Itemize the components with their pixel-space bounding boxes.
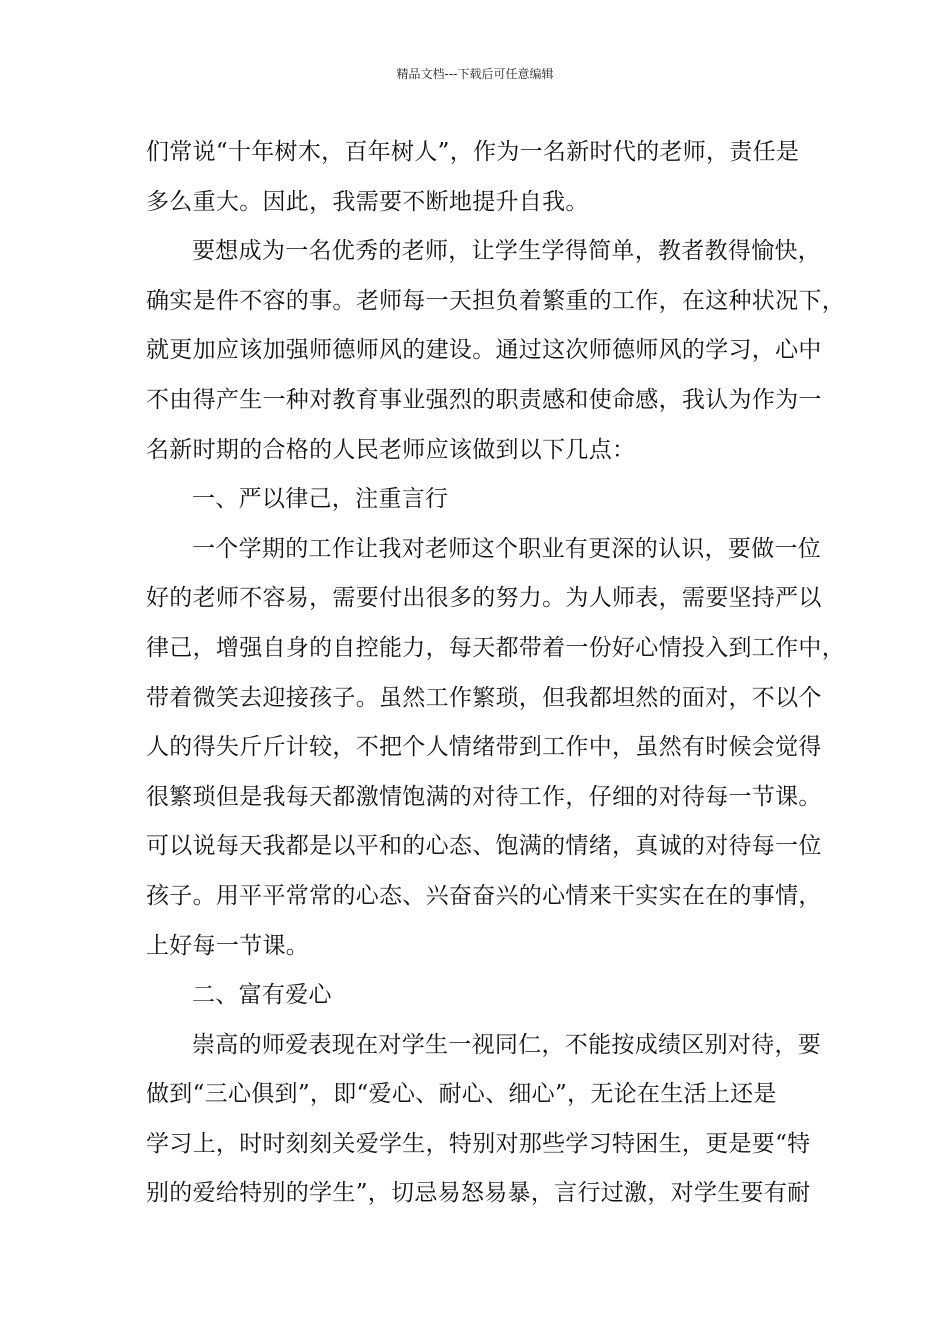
page-header: 精品文档---下载后可任意编辑 [396, 67, 554, 81]
text-line: 一个学期的工作让我对老师这个职业有更深的认识，要做一位 [192, 535, 822, 562]
text-line: 可以说每天我都是以平和的心态、饱满的情绪，真诚的对待每一位 [146, 833, 822, 860]
text-line: 人的得失斤斤计较，不把个人情绪带到工作中，虽然有时候会觉得 [146, 734, 822, 761]
text-line: 们常说“十年树木，百年树人”，作为一名新时代的老师，责任是 [146, 139, 800, 165]
document-body [146, 128, 845, 1219]
text-line: 多么重大。因此，我需要不断地提升自我。 [146, 188, 589, 215]
text-line: 好的老师不容易，需要付出很多的努力。为人师表，需要坚持严以 [146, 585, 822, 612]
text-line: 确实是件不容的事。老师每一天担负着繁重的工作，在这种状况下， [146, 287, 845, 314]
section-heading: 一、严以律己，注重言行 [192, 486, 449, 513]
text-line: 上好每一节课。 [146, 932, 310, 959]
text-line: 做到“三心俱到”，即“爱心、耐心、细心”，无论在生活上还是 [146, 1081, 777, 1108]
text-line: 很繁琐但是我每天都激情饱满的对待工作，仔细的对待每一节课。 [146, 783, 822, 810]
text-line: 崇高的师爱表现在对学生一视同仁，不能按成绩区别对待，要 [192, 1031, 822, 1058]
text-line: 要想成为一名优秀的老师，让学生学得简单，教者教得愉快， [192, 238, 822, 265]
text-line: 别的爱给特别的学生”，切忌易怒易暴，言行过激，对学生要有耐 [146, 1180, 811, 1207]
text-line: 孩子。用平平常常的心态、兴奋奋兴的心情来干实实在在的事情， [146, 882, 822, 909]
section-heading: 二、富有爱心 [192, 982, 332, 1009]
text-line: 名新时期的合格的人民老师应该做到以下几点： [146, 436, 636, 463]
text-line: 就更加应该加强师德师风的建设。通过这次师德师风的学习，心中 [146, 337, 822, 364]
text-line: 律己，增强自身的自控能力，每天都带着一份好心情投入到工作中， [146, 634, 845, 661]
text-line: 学习上，时时刻刻关爱学生，特别对那些学习特困生，更是要“特 [146, 1130, 811, 1157]
text-line: 带着微笑去迎接孩子。虽然工作繁琐，但我都坦然的面对，不以个 [146, 684, 822, 711]
text-line: 不由得产生一种对教育事业强烈的职责感和使命感，我认为作为一 [146, 386, 822, 413]
